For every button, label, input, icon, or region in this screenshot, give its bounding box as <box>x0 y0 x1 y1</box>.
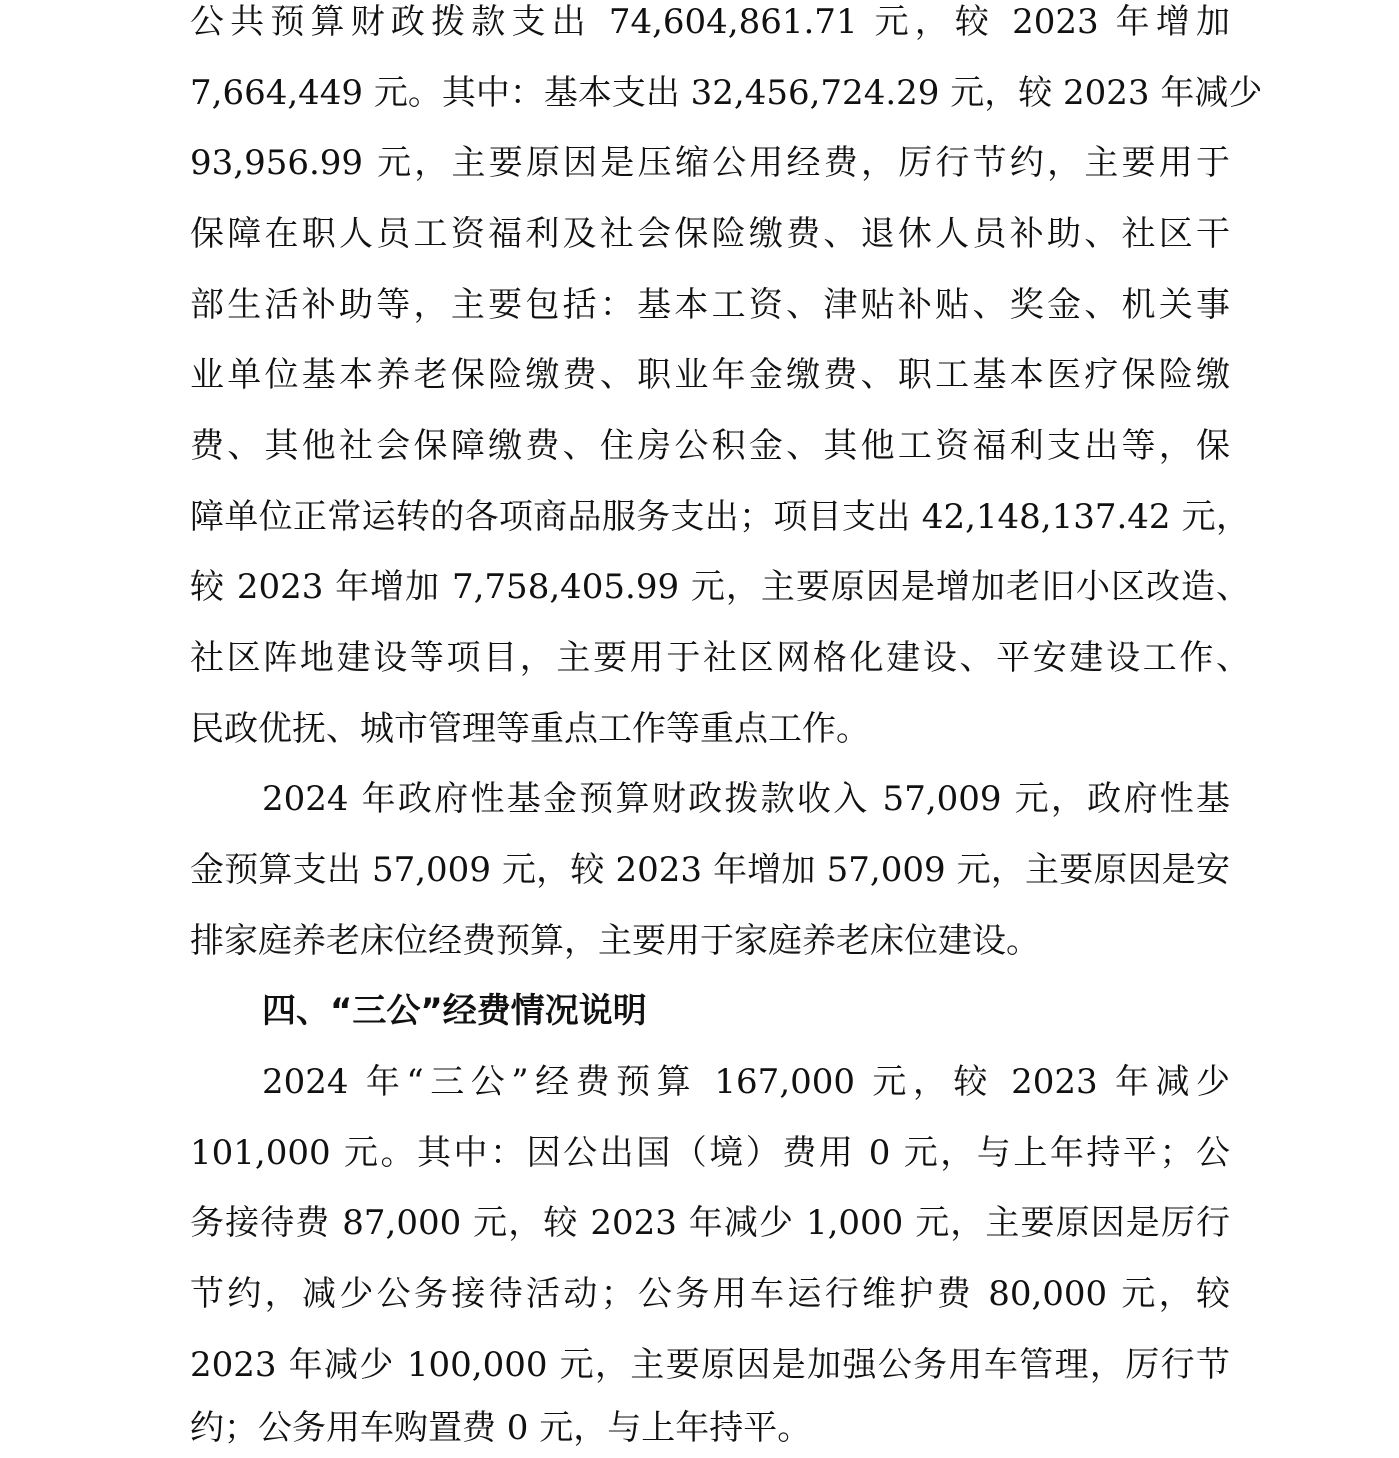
text-line: 101,000 元。其中：因公出国（境）费用 0 元，与上年持平；公 <box>190 1133 1230 1173</box>
text-line: 较 2023 年增加 7,758,405.99 元，主要原因是增加老旧小区改造、 <box>190 567 1250 607</box>
text-line: 民政优抚、城市管理等重点工作等重点工作。 <box>190 709 870 749</box>
text-line: 部生活补助等，主要包括：基本工资、津贴补贴、奖金、机关事 <box>190 285 1230 325</box>
text-line: 7,664,449 元。其中：基本支出 32,456,724.29 元，较 2023 年减少 <box>190 73 1263 113</box>
text-line: 社区阵地建设等项目，主要用于社区网格化建设、平安建设工作、 <box>190 638 1250 678</box>
section-heading: 四、“三公”经费情况说明 <box>262 991 647 1031</box>
paragraph-first-line: 2024 年政府性基金预算财政拨款收入 57,009 元，政府性基 <box>262 779 1230 819</box>
text-line: 排家庭养老床位经费预算，主要用于家庭养老床位建设。 <box>190 921 1040 961</box>
text-line: 费、其他社会保障缴费、住房公积金、其他工资福利支出等，保 <box>190 426 1230 466</box>
text-line: 金预算支出 57,009 元，较 2023 年增加 57,009 元，主要原因是安 <box>190 850 1230 890</box>
text-line: 节约，减少公务接待活动；公务用车运行维护费 80,000 元，较 <box>190 1274 1230 1314</box>
paragraph-first-line: 2024 年“三公”经费预算 167,000 元，较 2023 年减少 <box>262 1062 1230 1102</box>
text-line: 公共预算财政拨款支出 74,604,861.71 元，较 2023 年增加 <box>190 2 1230 42</box>
text-line: 障单位正常运转的各项商品服务支出；项目支出 42,148,137.42 元， <box>190 497 1250 537</box>
text-line: 2023 年减少 100,000 元，主要原因是加强公务用车管理，厉行节 <box>190 1345 1230 1385</box>
text-line: 务接待费 87,000 元，较 2023 年减少 1,000 元，主要原因是厉行 <box>190 1203 1230 1243</box>
text-line: 业单位基本养老保险缴费、职业年金缴费、职工基本医疗保险缴 <box>190 355 1230 395</box>
text-line: 约；公务用车购置费 0 元，与上年持平。 <box>190 1408 812 1448</box>
text-line: 保障在职人员工资福利及社会保险缴费、退休人员补助、社区干 <box>190 214 1230 254</box>
text-line: 93,956.99 元，主要原因是压缩公用经费，厉行节约，主要用于 <box>190 143 1230 183</box>
